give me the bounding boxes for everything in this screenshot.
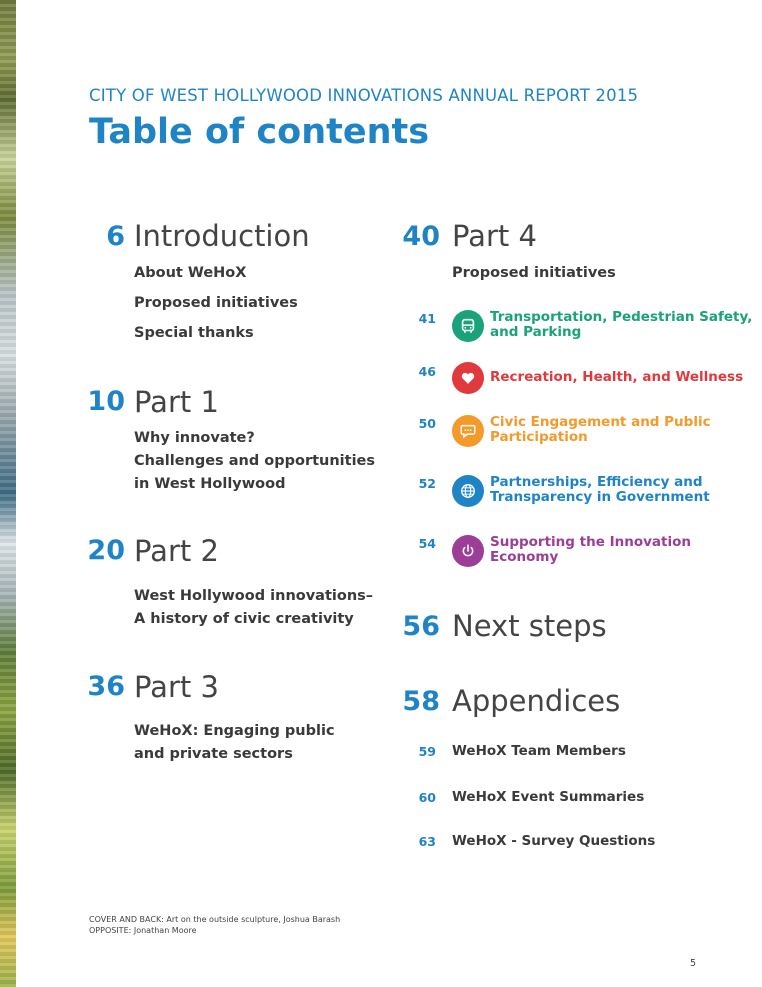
initiative-page[interactable]: 50 (418, 416, 436, 431)
initiative-line: Partnerships, Efficiency and (490, 474, 703, 490)
power-icon (452, 535, 484, 567)
initiative-partnerships[interactable] (490, 475, 710, 505)
appendix-team-members[interactable]: WeHoX Team Members (452, 743, 626, 759)
toc-part1-line[interactable]: in West Hollywood (134, 476, 286, 492)
toc-part1-line[interactable]: Why innovate? (134, 430, 255, 446)
cover-photo-edge (0, 0, 16, 987)
toc-page-part4[interactable]: 40 (402, 221, 440, 252)
toc-title-intro[interactable]: Introduction (134, 219, 310, 253)
toc-item-about-wehox[interactable]: About WeHoX (134, 265, 247, 281)
toc-page-part3[interactable]: 36 (87, 671, 125, 702)
toc-page-intro[interactable]: 6 (106, 221, 125, 252)
toc-title-part1[interactable]: Part 1 (134, 385, 219, 419)
globe-icon (452, 475, 484, 507)
report-kicker: CITY OF WEST HOLLYWOOD INNOVATIONS ANNUAL REPORT 2015 (89, 86, 639, 105)
initiative-line: Recreation, Health, and Wellness (490, 369, 744, 385)
initiative-civic-engagement[interactable] (490, 415, 711, 445)
initiative-page[interactable]: 52 (418, 476, 436, 491)
toc-part3-line[interactable]: and private sectors (134, 746, 293, 762)
toc-title-part3[interactable]: Part 3 (134, 670, 219, 704)
initiative-page[interactable]: 54 (418, 536, 436, 551)
initiative-transportation[interactable] (490, 310, 752, 340)
initiative-line: Transparency in Government (490, 489, 710, 505)
toc-page-part2[interactable]: 20 (87, 535, 125, 566)
toc-part4-subtitle[interactable]: Proposed initiatives (452, 265, 616, 281)
appendix-page[interactable]: 60 (418, 790, 436, 805)
toc-item-proposed-initiatives[interactable]: Proposed initiatives (134, 295, 298, 311)
initiative-line: Supporting the Innovation (490, 534, 691, 550)
toc-item-special-thanks[interactable]: Special thanks (134, 325, 254, 341)
toc-page-next-steps[interactable]: 56 (402, 611, 440, 642)
toc-title-appendices[interactable]: Appendices (452, 684, 621, 718)
initiative-line: Civic Engagement and Public (490, 414, 711, 430)
toc-part2-line[interactable]: West Hollywood innovations– (134, 588, 374, 604)
toc-title-next-steps[interactable]: Next steps (452, 609, 607, 643)
heart-icon (452, 362, 484, 394)
initiative-page[interactable]: 41 (418, 311, 436, 326)
appendix-event-summaries[interactable]: WeHoX Event Summaries (452, 789, 645, 805)
page-title: Table of contents (89, 112, 430, 152)
toc-part1-line[interactable]: Challenges and opportunities (134, 453, 376, 469)
appendix-page[interactable]: 59 (418, 744, 436, 759)
initiative-page[interactable]: 46 (418, 364, 436, 379)
chat-bubble-icon (452, 415, 484, 447)
page-number: 5 (690, 958, 697, 969)
toc-page-part1[interactable]: 10 (87, 386, 125, 417)
initiative-line: and Parking (490, 324, 582, 340)
toc-page-appendices[interactable]: 58 (402, 686, 440, 717)
initiative-line: Economy (490, 549, 559, 565)
toc-title-part4[interactable]: Part 4 (452, 219, 537, 253)
toc-part3-line[interactable]: WeHoX: Engaging public (134, 723, 335, 739)
appendix-survey-questions[interactable]: WeHoX - Survey Questions (452, 833, 656, 849)
initiative-line: Transportation, Pedestrian Safety, (490, 309, 753, 325)
initiative-line: Participation (490, 429, 588, 445)
initiative-recreation[interactable] (490, 370, 743, 385)
toc-title-part2[interactable]: Part 2 (134, 534, 219, 568)
toc-part2-line[interactable]: A history of civic creativity (134, 611, 354, 627)
photo-credit-cover: COVER AND BACK: Art on the outside sculpture, Joshua Barash (89, 915, 341, 924)
photo-credit-opposite: OPPOSITE: Jonathan Moore (89, 926, 197, 935)
initiative-innovation-economy[interactable] (490, 535, 691, 565)
bus-icon (452, 310, 484, 342)
appendix-page[interactable]: 63 (418, 834, 436, 849)
